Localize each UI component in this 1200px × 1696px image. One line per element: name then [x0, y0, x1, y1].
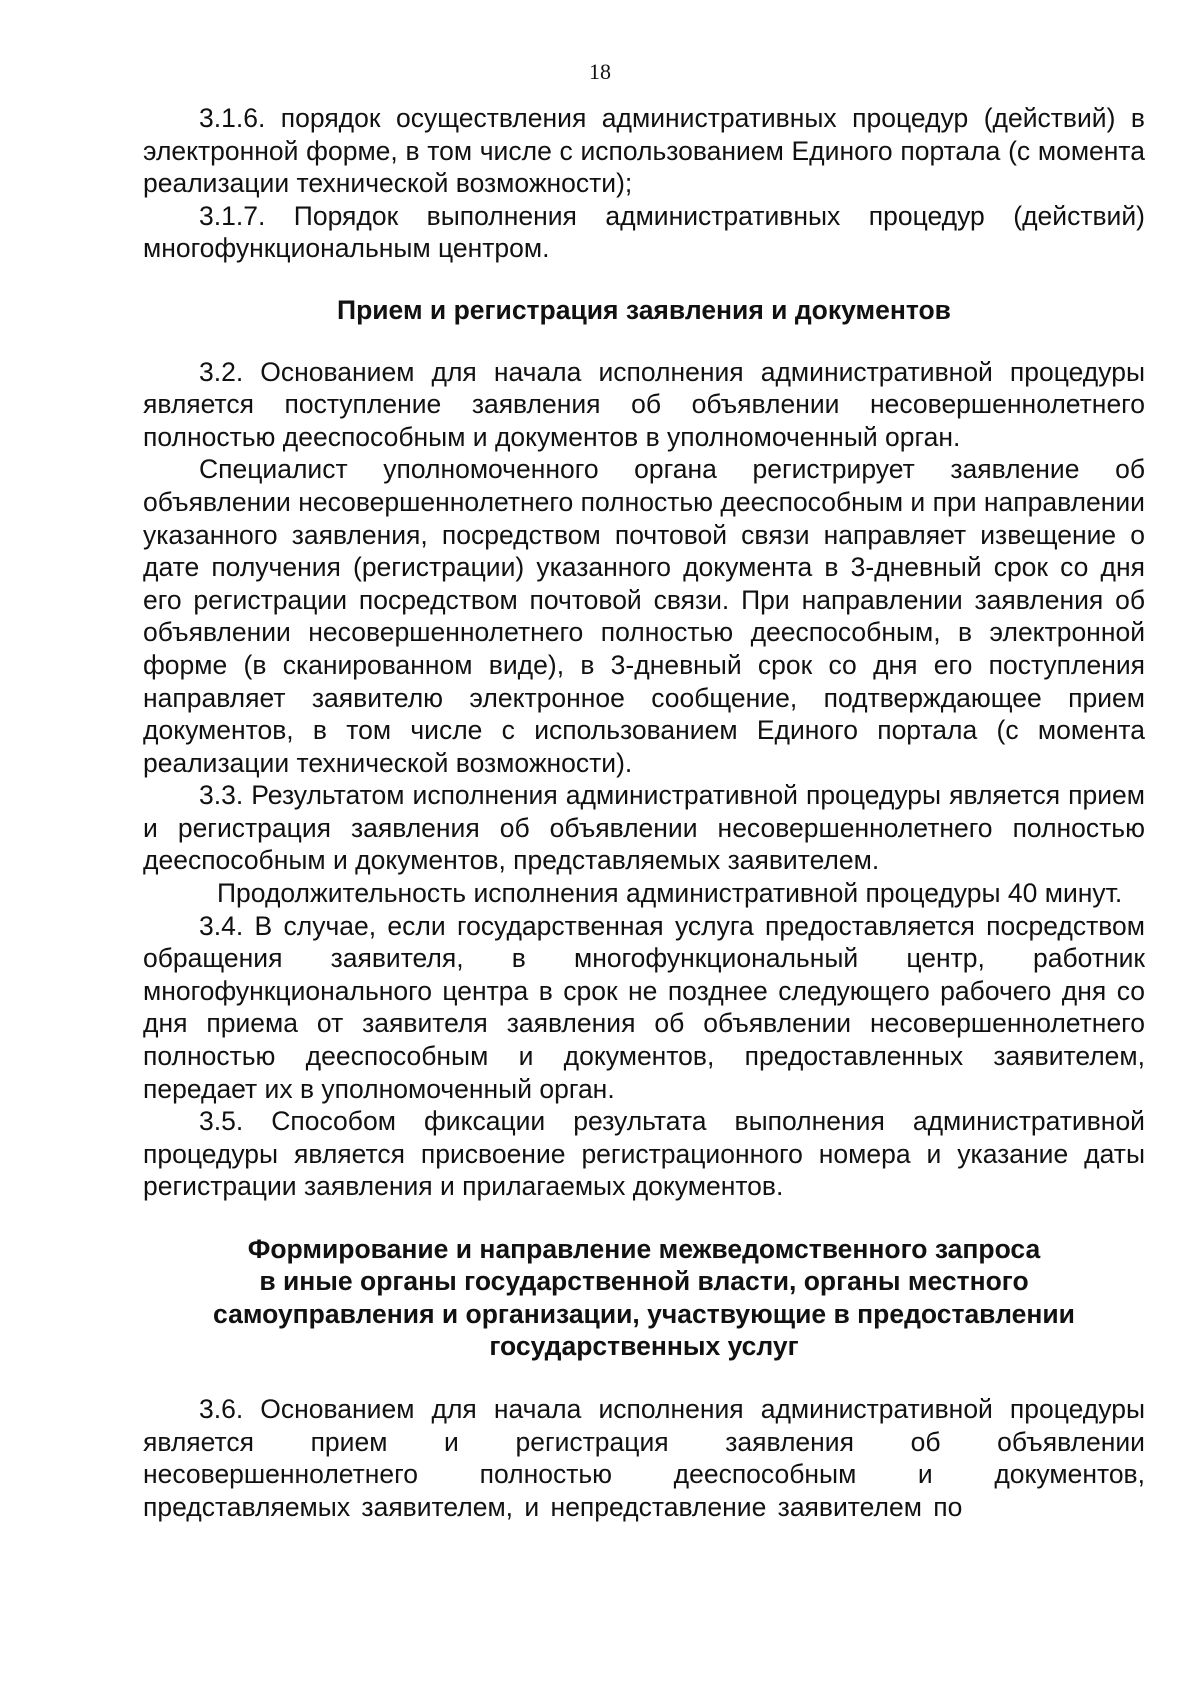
paragraph-3-3: 3.3. Результатом исполнения административной процедуры является прием и регистрация заявления об объявлении несовершеннолетнего полностью дееспособным и документов, представляемых заявителем.: [143, 780, 1145, 876]
paragraph-3-1-7: 3.1.7. Порядок выполнения административных процедур (действий) многофункциональным центром.: [143, 200, 1145, 264]
paragraph-3-5: 3.5. Способом фиксации результата выполнения административной процедуры является присвоение регистрационного номера и указание даты регистрации заявления и прилагаемых документов.: [143, 1106, 1145, 1202]
heading-line: в иные органы государственной власти, органы местного: [259, 1266, 1029, 1297]
paragraph-3-4: 3.4. В случае, если государственная услуга предоставляется посредством обращения заявителя, в многофункциональный центр, работник многофункционального центра в срок не позднее следующего рабочего дня со дня приема от заявителя заявления об объявлении несовершеннолетнего полностью дееспособным и документов, предоставленных заявителем, передает их в уполномоченный орган.: [143, 910, 1145, 1104]
section-heading-reception: Прием и регистрация заявления и документов: [337, 294, 951, 325]
page-content: [143, 102, 1145, 1524]
heading-line: государственных услуг: [489, 1330, 799, 1361]
paragraph-3-3-duration: Продолжительность исполнения административной процедуры 40 минут.: [217, 878, 1123, 909]
heading-line: Формирование и направление межведомственного запроса: [247, 1234, 1041, 1264]
section-heading-interagency: [143, 1233, 1145, 1362]
paragraph-3-1-6: 3.1.6. порядок осуществления административных процедур (действий) в электронной форме, в том числе с использованием Единого портала (с момента реализации технической возможности);: [143, 103, 1145, 199]
paragraph-3-2-specialist: Специалист уполномоченного органа регистрирует заявление об объявлении несовершеннолетнего полностью дееспособным и при направлении указанного заявления, посредством почтовой связи направляет извещение о дате получения (регистрации) указанного документа в 3-дневный срок со дня его регистрации посредством почтовой связи. При направлении заявления об объявлении несовершеннолетнего полностью дееспособным, в электронной форме (в сканированном виде), в 3-дневный срок со дня его поступления направляет заявителю электронное сообщение, подтверждающее прием документов, в том числе с использованием Единого портала (с момента реализации технической возможности).: [143, 454, 1145, 778]
heading-line: самоуправления и организации, участвующие в предоставлении: [213, 1298, 1075, 1329]
paragraph-3-6: 3.6. Основанием для начала исполнения административной процедуры является прием и регистрация заявления об объявлении несовершеннолетнего полностью дееспособным и документов, представляемых заявителем, и непредставление заявителем по: [143, 1394, 1145, 1522]
page-number: 18: [589, 59, 611, 84]
paragraph-3-2: 3.2. Основанием для начала исполнения административной процедуры является поступление заявления об объявлении несовершеннолетнего полностью дееспособным и документов в уполномоченный орган.: [143, 356, 1145, 452]
